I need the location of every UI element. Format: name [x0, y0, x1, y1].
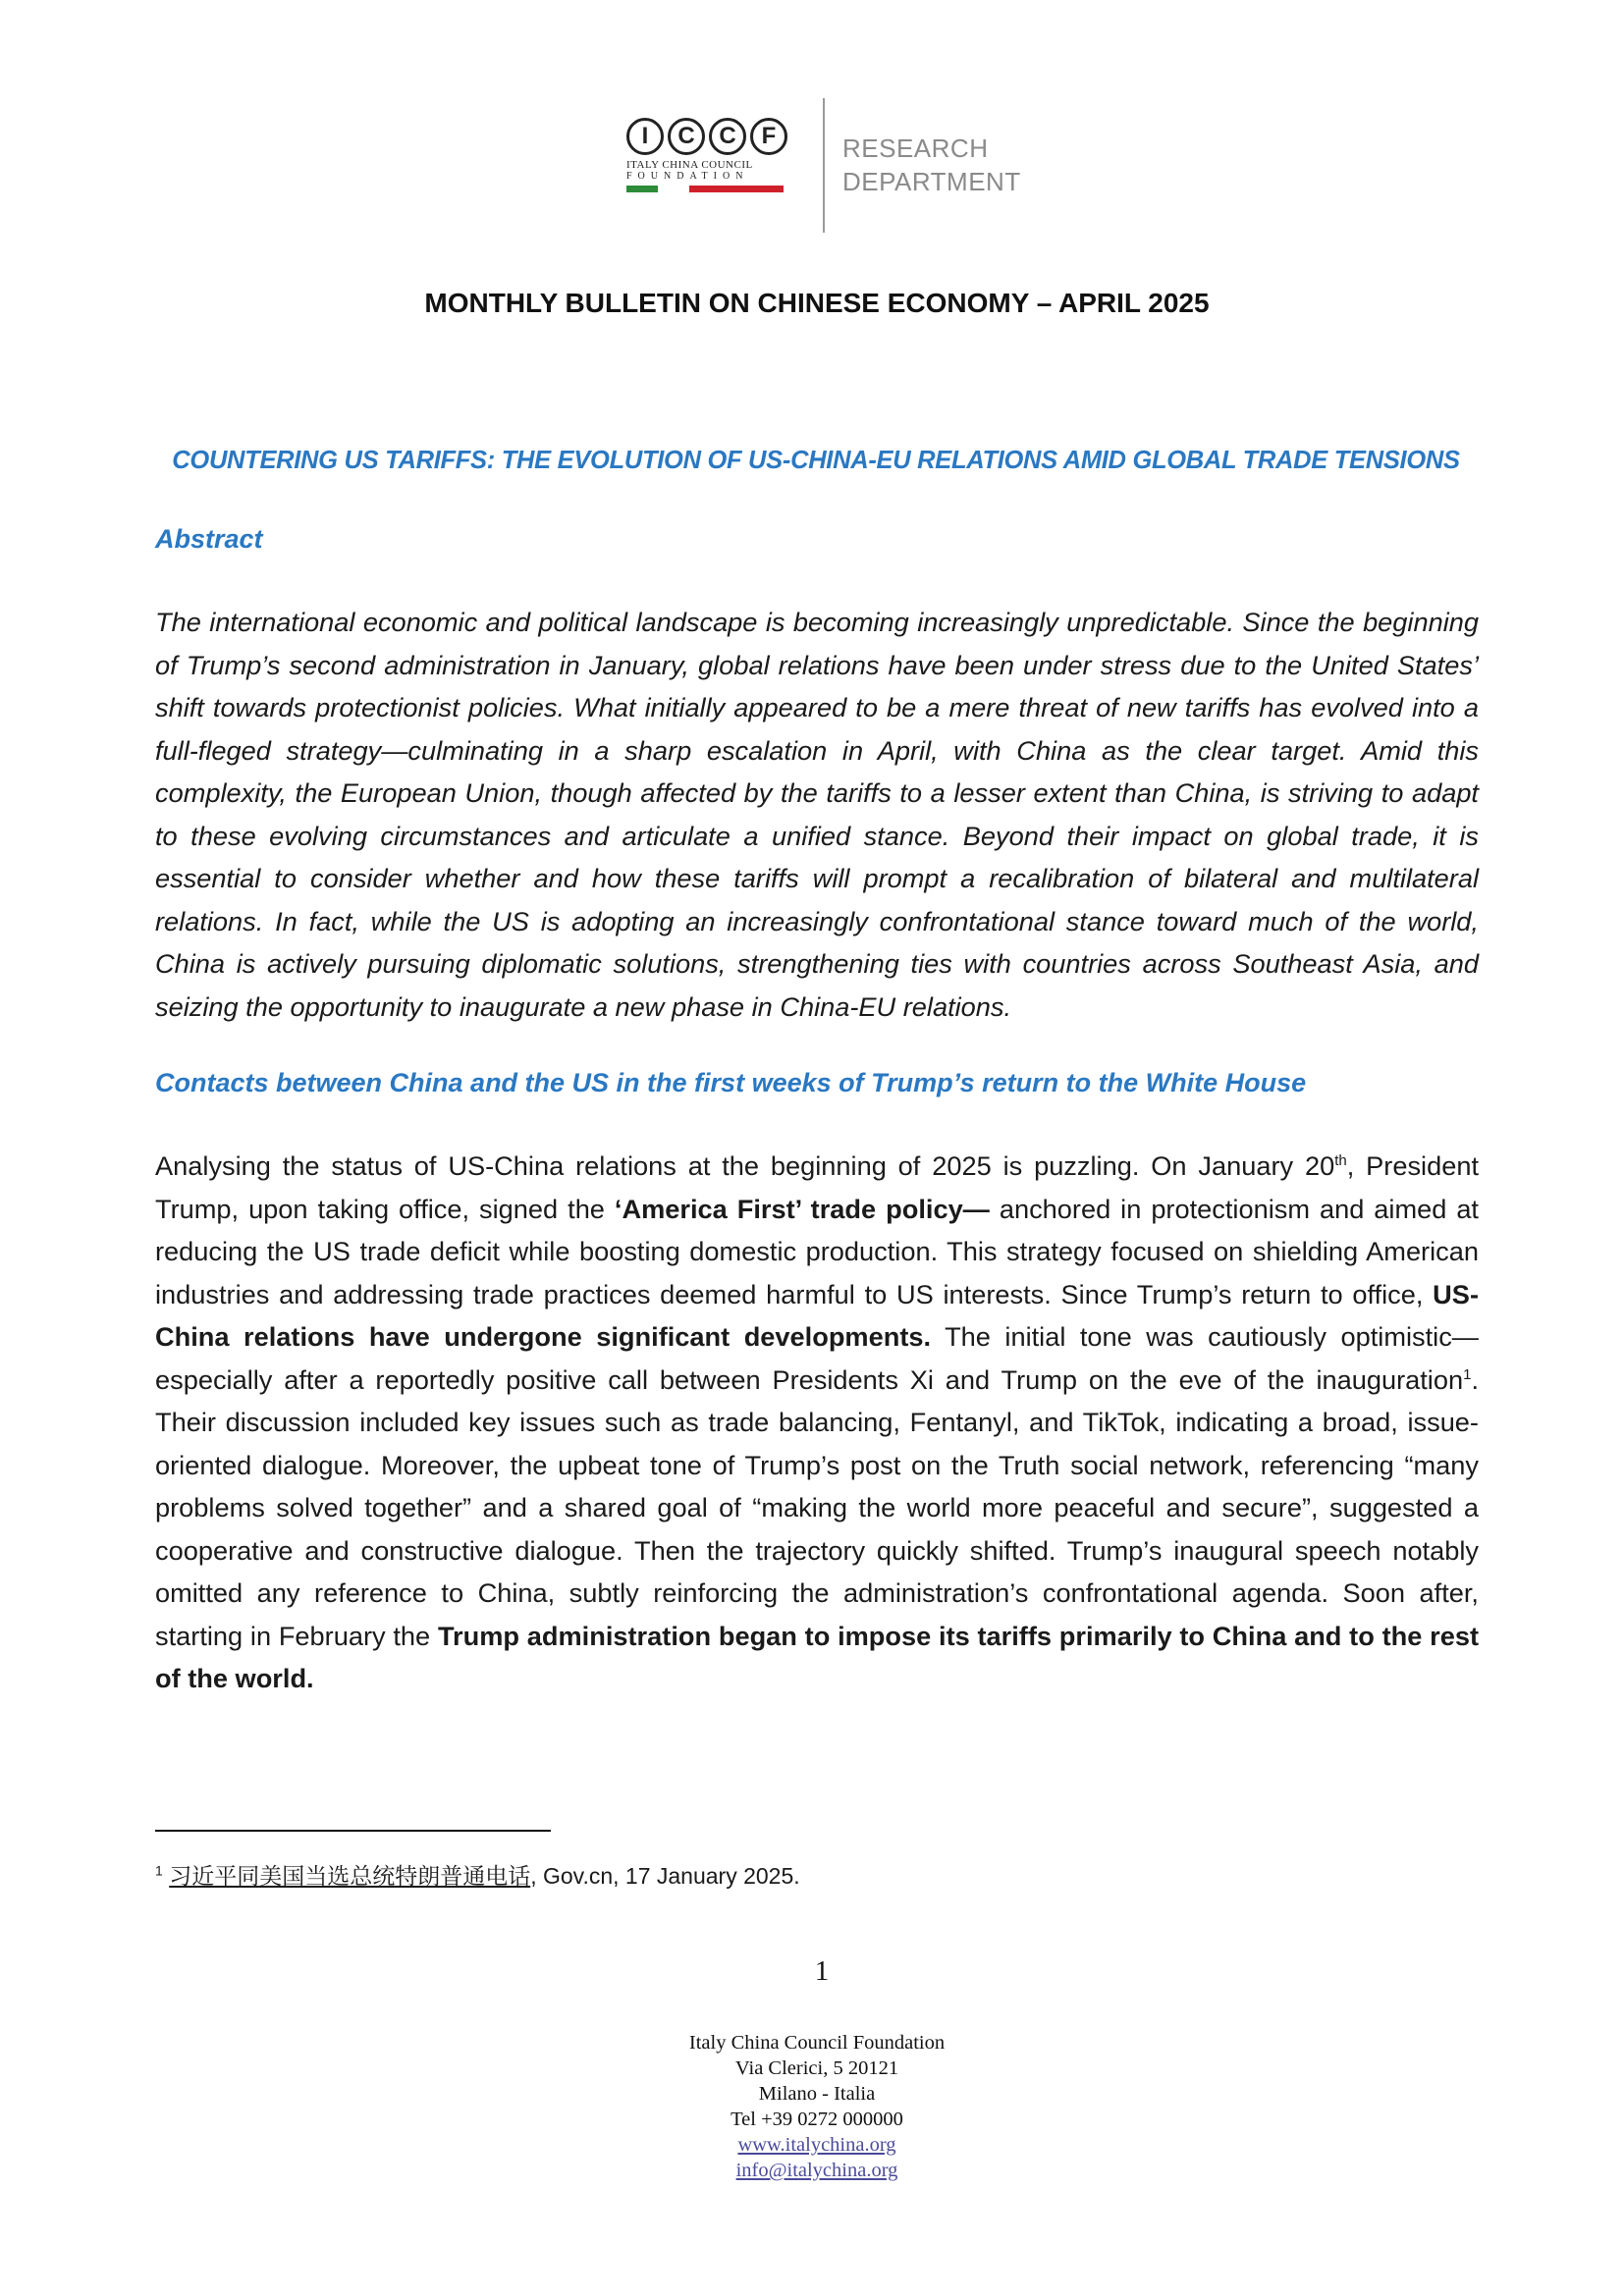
- footnote: [155, 1858, 800, 1891]
- flag-stripe: [658, 186, 689, 192]
- footnote-source: , Gov.cn, 17 January 2025.: [530, 1863, 800, 1889]
- flag-stripe: [752, 186, 784, 192]
- footer-address: Via Clerici, 5 20121: [734, 2057, 899, 2079]
- bulletin-title: MONTHLY BULLETIN ON CHINESE ECONOMY – APRIL 2025: [424, 288, 1210, 318]
- section-paragraph: [155, 1145, 1479, 1700]
- logo-name: ITALY CHINA COUNCIL: [626, 159, 753, 171]
- text-run: Analysing the status of US-China relations at the beginning of 2025 is puzzling. On January 20: [155, 1150, 1335, 1181]
- logo-letter: F: [750, 118, 787, 155]
- logo-circles: [626, 118, 791, 155]
- footer-website-link[interactable]: www.italychina.org: [737, 2134, 896, 2156]
- text-run: . Their discussion included key issues such as trade balancing, Fentanyl, and TikTok, indicating a broad, issue-oriented dialogue. Moreover, the upbeat tone of Trump’s post on the Truth social network, referencing “many problems solved together” and a shared goal of “making the world more peaceful and secure”, suggested a cooperative and constructive dialogue. Then the trajectory quickly shifted. Trump’s inaugural speech notably omitted any reference to China, subtly reinforcing the administration’s confrontational agenda. Soon after, starting in February the: [155, 1363, 1479, 1651]
- footnote-reference[interactable]: 1: [1463, 1365, 1472, 1383]
- footnote-link[interactable]: 习近平同美国当选总统特朗普通电话: [169, 1864, 531, 1890]
- page-number: 1: [814, 1955, 830, 1987]
- abstract-text: The international economic and political landscape is becoming increasingly unpredictable. Since the beginning of Trump’s second administration in January, global relations have been under stress due to the United States’ shift towards protectionist policies. What initially appeared to be a mere threat of new tariffs has evolved into a full-fleged strategy—culminating in a sharp escalation in April, with China as the clear target. Amid this complexity, the European Union, though affected by the tariffs to a lesser extent than China, is striving to adapt to these evolving circumstances and articulate a unified stance. Beyond their impact on global trade, it is essential to consider whether and how these tariffs will prompt a recalibration of bilateral and multilateral relations. In fact, while the US is adopting an increasingly confrontational stance toward much of the world, China is actively pursuing diplomatic solutions, strengthening ties with countries across Southeast Asia, and seizing the opportunity to inaugurate a new phase in China-EU relations.: [155, 607, 1479, 1022]
- department-line: RESEARCH: [842, 133, 989, 163]
- header-divider: [823, 98, 825, 233]
- abstract-heading: Abstract: [155, 524, 263, 554]
- flag-stripe: [689, 186, 721, 192]
- department-label: [842, 132, 1021, 198]
- flag-stripe: [626, 186, 658, 192]
- bold-text: Trump administration began to impose its tariffs primarily to China and to the rest of the world.: [155, 1620, 1479, 1693]
- footer-tel: Tel +39 0272 000000: [731, 2109, 903, 2130]
- footer-city: Milano - Italia: [758, 2083, 876, 2105]
- department-line: DEPARTMENT: [842, 167, 1021, 196]
- logo-foundation: FOUNDATION: [626, 171, 749, 182]
- logo-letter: C: [709, 118, 746, 155]
- logo-flag-stripes: [626, 186, 784, 192]
- text-run: , President Trump, upon taking office, signed the: [155, 1150, 1479, 1224]
- main-heading: COUNTERING US TARIFFS: THE EVOLUTION OF US-CHINA-EU RELATIONS AMID GLOBAL TRADE TENSIONS: [172, 447, 1460, 474]
- footer-email-link[interactable]: info@italychina.org: [735, 2160, 898, 2181]
- iccf-logo: [626, 118, 791, 216]
- logo-letter: I: [626, 118, 664, 155]
- text-run: The initial tone was cautiously optimistic— especially after a reportedly positive call between Presidents Xi and Trump on the eve of the inauguration: [155, 1321, 1479, 1395]
- page-footer: [0, 2030, 1624, 2183]
- footnote-rule: [155, 1830, 551, 1832]
- footnote-number: 1: [155, 1862, 163, 1879]
- footer-org: Italy China Council Foundation: [688, 2032, 946, 2054]
- text-run: anchored in protectionism and aimed at reducing the US trade deficit while boosting domestic production. This strategy focused on shielding American industries and addressing trade practices deemed harmful to US interests. Since Trump’s return to office,: [155, 1193, 1479, 1309]
- flag-stripe: [721, 186, 752, 192]
- logo-letter: C: [668, 118, 705, 155]
- ordinal-suffix: th: [1334, 1151, 1347, 1169]
- bold-text: ‘America First’ trade policy—: [614, 1193, 990, 1224]
- bold-text: US-China relations have undergone significant developments.: [155, 1278, 1479, 1352]
- section-heading: Contacts between China and the US in the first weeks of Trump’s return to the White House: [155, 1068, 1307, 1097]
